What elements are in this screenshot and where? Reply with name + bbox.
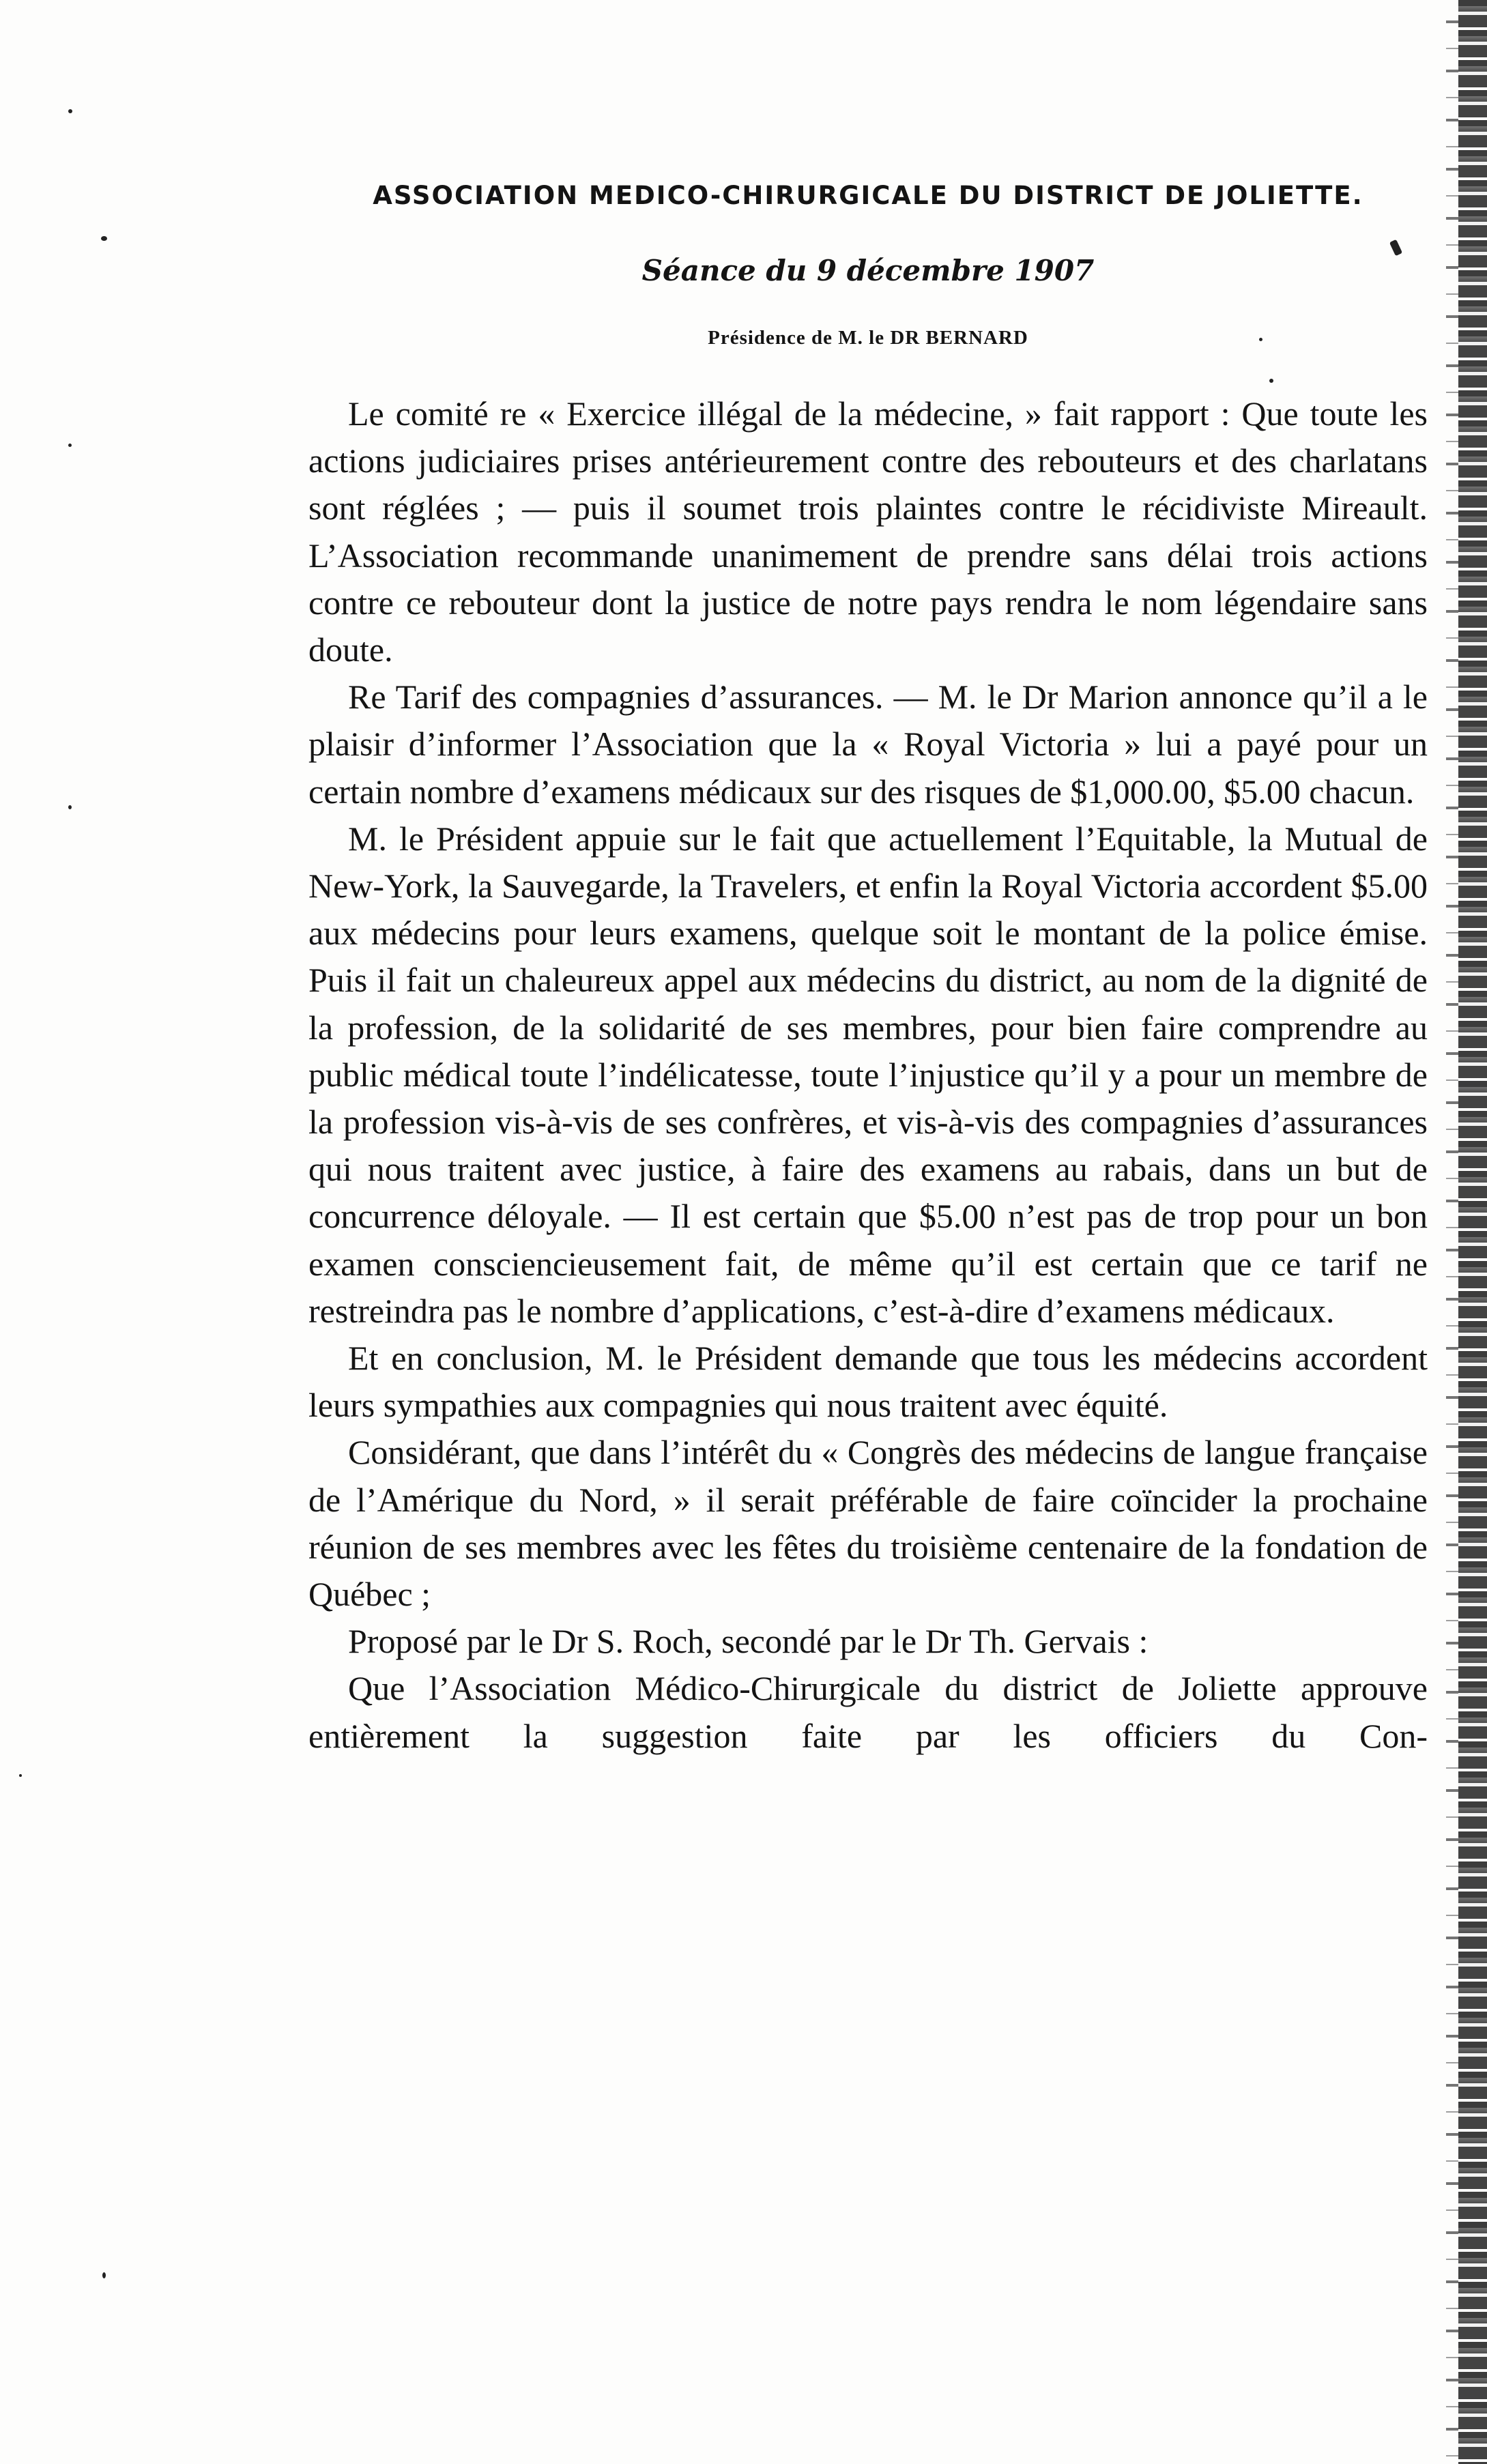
scan-speck <box>68 109 72 113</box>
association-heading: ASSOCIATION MEDICO-CHIRURGICALE DU DISTRICT DE JOLIETTE. <box>373 181 1363 210</box>
paragraph-resolution: Que l’Association Médico-Chirurgicale du district de Joliette approuve entièrement la suggestion faite par les officiers du Con- <box>308 1669 1428 1755</box>
scan-speck <box>68 805 72 809</box>
session-date: Séance du 9 décembre 1907 <box>641 254 1095 287</box>
paragraph-insurance-tariff: Re Tarif des compagnies d’assurances. — M. le Dr Marion annonce qu’il a le plaisir d’informer l’Association que la « Royal Victoria » lui a payé pour un certain nombre d’examens médicaux sur des risques de $1,000.00, $5.00 chacun. <box>308 678 1428 811</box>
paragraph-illegal-practice: Le comité re « Exercice illégal de la médecine, » fait rapport : Que toute les actions judiciaires prises antérieurement contre des rebouteurs et des charlatans sont réglées ; — puis il soumet trois plaintes contre le récidiviste Mireault. L’Association recommande unanimement de prendre sans délai trois actions contre ce rebouteur dont la justice de notre pays rendra le nom légendaire sans doute. <box>308 394 1428 669</box>
scan-edge-noise <box>1446 0 1458 2464</box>
document-body <box>308 181 1428 1760</box>
presidency-line: Présidence de M. le DR BERNARD <box>708 327 1028 349</box>
scan-edge-shadow <box>1458 0 1487 2464</box>
paragraph-president-appeal: M. le Président appuie sur le fait que actuellement l’Equitable, la Mutual de New-York, la Sauvegarde, la Travelers, et enfin la Royal Victoria accordent $5.00 aux médecins pour leurs examens, quelque soit le montant de la police émise. Puis il fait un chaleureux appel aux médecins du district, au nom de la dignité de la profession, de la solidarité de ses membres, pour bien faire comprendre au public médical toute l’indélicatesse, toute l’injustice qu’il y a pour un membre de la profession vis-à-vis de ses confrères, et vis-à-vis des compagnies d’assurances qui nous traitent avec justice, à faire des examens au rabais, dans un but de concurrence déloyale. — Il est certain que $5.00 n’est pas de trop pour un bon examen consciencieusement fait, de même qu’il est certain que ce tarif ne restreindra pas le nombre d’applications, c’est-à-dire d’examens médicaux. <box>308 819 1428 1330</box>
paragraph-conclusion: Et en conclusion, M. le Président demande que tous les médecins accordent leurs sympathies aux compagnies qui nous traitent avec équité. <box>308 1339 1428 1425</box>
paragraph-proposal: Proposé par le Dr S. Roch, secondé par le Dr Th. Gervais : <box>348 1622 1149 1661</box>
minutes-text <box>308 390 1428 1760</box>
scan-speck <box>101 236 107 241</box>
scan-speck <box>68 444 72 447</box>
paragraph-considerant: Considérant, que dans l’intérêt du « Congrès des médecins de langue française de l’Amérique du Nord, » il serait préférable de faire coïncider la prochaine réunion de ses membres avec les fêtes du troisième centenaire de la fondation de Québec ; <box>308 1433 1428 1614</box>
scan-speck <box>102 2272 106 2278</box>
scan-speck <box>19 1774 22 1777</box>
